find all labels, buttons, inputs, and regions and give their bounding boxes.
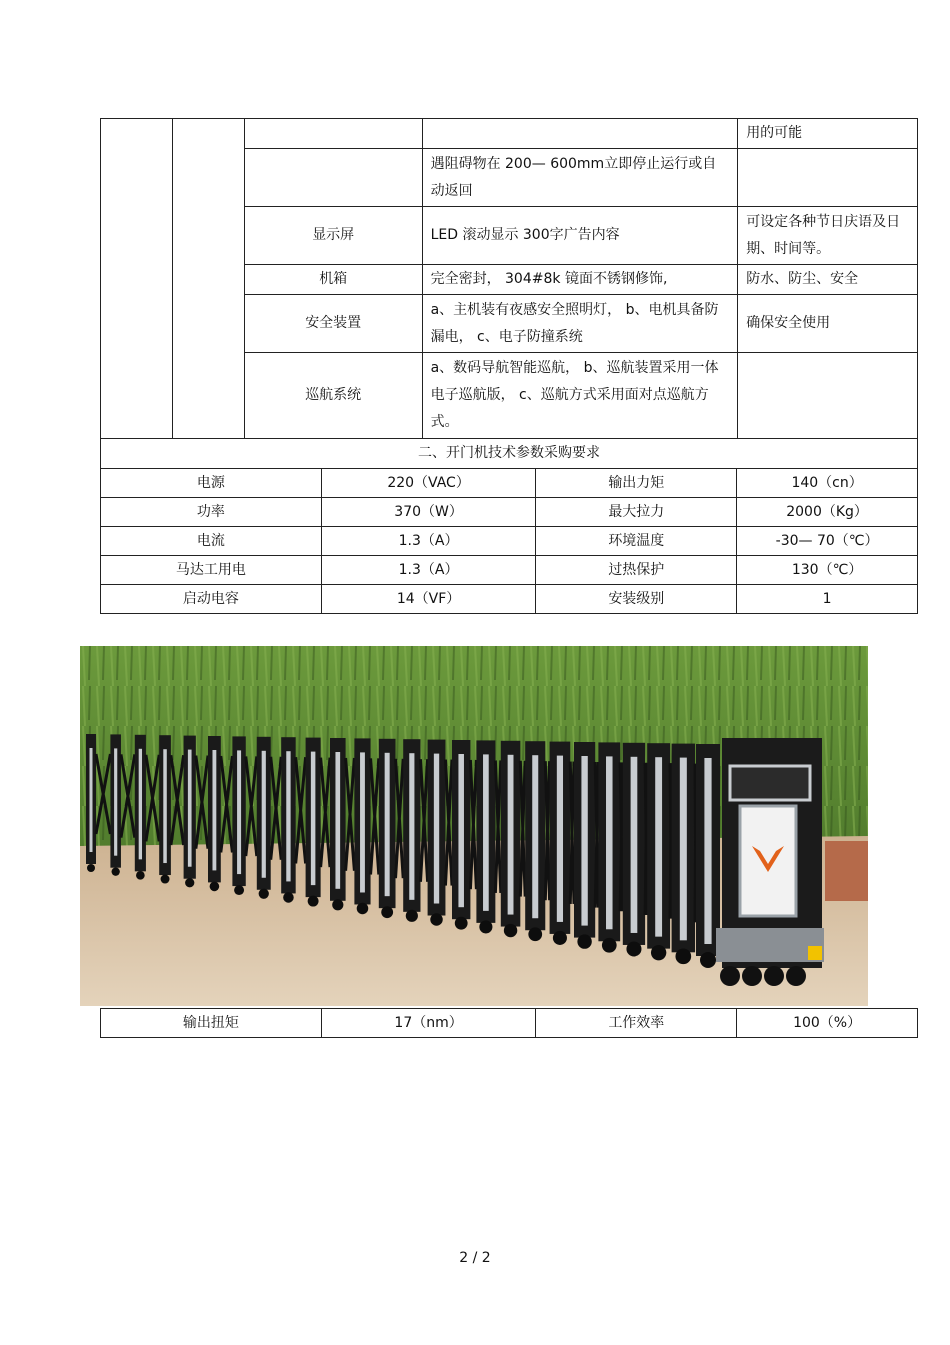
gate-steel-bar — [557, 756, 563, 922]
gate-wheel — [357, 903, 369, 915]
param-value: 140（cn） — [737, 469, 918, 498]
gate-steel-bar — [434, 754, 439, 904]
gate-wheel — [479, 920, 492, 933]
gate-wheel — [308, 896, 319, 907]
spec-item — [244, 119, 422, 149]
gate-steel-bar — [704, 758, 711, 944]
spec-detail: a、主机装有夜感安全照明灯， b、电机具备防漏电， c、电子防撞系统 — [422, 295, 738, 353]
gate-wheel — [504, 924, 517, 937]
gate-wheel — [185, 878, 194, 887]
gate-scissor-link — [570, 762, 574, 904]
spec-note: 可设定各种节日庆语及日期、时间等。 — [738, 207, 918, 265]
gate-steel-bar — [655, 757, 662, 936]
gate-steel-bar — [286, 751, 290, 881]
table-row — [101, 527, 918, 556]
gate-wheel — [210, 882, 220, 892]
gate-wheel — [602, 938, 617, 953]
gate-controller — [716, 738, 824, 986]
table-row — [101, 498, 918, 527]
param-name: 输出扭矩 — [101, 1009, 322, 1038]
gate-wheel — [455, 917, 468, 930]
param-value: 370（W） — [321, 498, 536, 527]
params-table — [100, 468, 918, 614]
param-name: 工作效率 — [536, 1009, 737, 1038]
gate-wheel — [700, 952, 716, 968]
gate-steel-bar — [532, 755, 538, 918]
page-number: 2 / 2 — [459, 1250, 491, 1266]
spec-item: 显示屏 — [244, 207, 422, 265]
gate-steel-bar — [385, 753, 390, 896]
gate-wheel — [528, 927, 542, 941]
merged-cell-1 — [101, 119, 173, 439]
spec-detail: a、数码导航智能巡航， b、巡航装置采用一体电子巡航版， c、巡航方式采用面对点巡航方式。 — [422, 353, 738, 439]
gate-scissor-link — [645, 763, 647, 915]
param-name: 马达工用电 — [101, 556, 322, 585]
param-value: 1.3（A） — [321, 527, 536, 556]
table-row — [101, 556, 918, 585]
param-value: -30— 70（℃） — [737, 527, 918, 556]
spec-note: 确保安全使用 — [738, 295, 918, 353]
gate-steel-bar — [458, 754, 464, 907]
table-row — [101, 1009, 918, 1038]
gate-steel-bar — [212, 750, 216, 870]
gate-wheel — [283, 892, 294, 903]
gate-wheel — [259, 889, 269, 899]
gate-steel-bar — [188, 750, 192, 867]
gate-steel-bar — [360, 752, 365, 892]
gate-wheel — [577, 934, 591, 948]
section-title: 二、开门机技术参数采购要求 — [101, 439, 918, 469]
param-value: 2000（Kg） — [737, 498, 918, 527]
gate-steel-bar — [90, 748, 93, 852]
gate-steel-bar — [606, 756, 613, 929]
gate-wheel — [381, 906, 393, 918]
param-name: 电流 — [101, 527, 322, 556]
gate-wheel — [161, 875, 170, 884]
merged-cell-2 — [172, 119, 244, 439]
gate-steel-bar — [139, 749, 142, 860]
gate-scissor-link — [595, 762, 598, 908]
param-name: 环境温度 — [536, 527, 737, 556]
spec-table — [100, 118, 918, 469]
table-row — [101, 469, 918, 498]
spec-detail: 完全密封， 304#8k 镜面不锈钢修饰, — [422, 265, 738, 295]
param-value: 100（%） — [737, 1009, 918, 1038]
table-row — [101, 585, 918, 614]
param-name: 安装级别 — [536, 585, 737, 614]
gate-wheel — [553, 931, 567, 945]
param-value: 220（VAC） — [321, 469, 536, 498]
gate-steel-bar — [680, 758, 687, 941]
gate-steel-bar — [311, 752, 316, 886]
gate-wheel — [430, 913, 442, 925]
param-value: 17（nm） — [321, 1009, 536, 1038]
gate-wheel — [651, 945, 666, 960]
gate-wheel — [332, 899, 343, 910]
gate-wheel — [112, 868, 120, 876]
gate-steel-bar — [508, 755, 514, 915]
spec-detail: 遇阻碍物在 200— 600mm立即停止运行或自动返回 — [422, 149, 738, 207]
gate-scissor-link — [695, 764, 696, 923]
gate-steel-bar — [114, 748, 117, 855]
gate-scissor-link — [670, 763, 672, 918]
param-value: 130（℃） — [737, 556, 918, 585]
param-value: 1 — [737, 585, 918, 614]
gate-wheel — [87, 864, 95, 872]
gate-steel-bar — [237, 750, 241, 874]
gate-wheel — [675, 948, 691, 964]
spec-detail: LED 滚动显示 300字广告内容 — [422, 207, 738, 265]
gate-steel-bar — [581, 756, 587, 926]
gate-scissor-link — [620, 762, 623, 911]
gate-steel-bar — [335, 752, 340, 889]
gate-wheel — [406, 910, 418, 922]
param-value: 1.3（A） — [321, 556, 536, 585]
gate-steel-bar — [483, 754, 489, 910]
gate-steel-bar — [409, 753, 414, 900]
gate-steel-bar — [262, 751, 266, 878]
gate-steel-bar — [631, 757, 638, 933]
spec-note: 用的可能 — [738, 119, 918, 149]
spec-item — [244, 149, 422, 207]
spec-note — [738, 353, 918, 439]
spec-item: 安全装置 — [244, 295, 422, 353]
spec-item: 巡航系统 — [244, 353, 422, 439]
gate-wheel — [234, 885, 244, 895]
gate-wheel — [136, 871, 145, 880]
spec-item: 机箱 — [244, 265, 422, 295]
param-name: 功率 — [101, 498, 322, 527]
param-name: 过热保护 — [536, 556, 737, 585]
gate-steel-bar — [163, 749, 167, 863]
param-name: 最大拉力 — [536, 498, 737, 527]
params-table-2 — [100, 1008, 918, 1038]
param-name: 启动电容 — [101, 585, 322, 614]
gate-photo — [80, 646, 868, 1006]
spec-note: 防水、防尘、安全 — [738, 265, 918, 295]
param-name: 输出力矩 — [536, 469, 737, 498]
spec-note — [738, 149, 918, 207]
spec-detail — [422, 119, 738, 149]
gate-wheel — [626, 941, 641, 956]
param-value: 14（VF） — [321, 585, 536, 614]
param-name: 电源 — [101, 469, 322, 498]
